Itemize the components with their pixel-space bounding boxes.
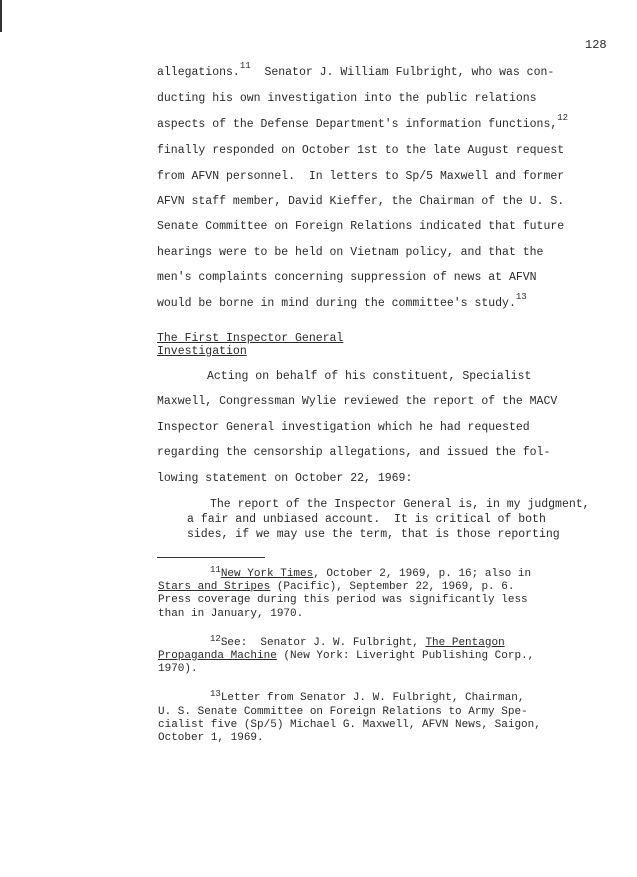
text-line: Senate Committee on Foreign Relations indicated that future — [157, 220, 565, 234]
page-number: 128 — [585, 38, 607, 52]
text-line: Inspector General investigation which he had requested — [157, 420, 530, 434]
footnote-ref-11: 11 — [239, 61, 251, 71]
text-line: regarding the censorship allegations, and issued the fol- — [157, 446, 551, 460]
text-line: would be borne in mind during the committee's study.$^{13}$ — [157, 291, 527, 310]
text-line: hearings were to be held on Vietnam policy, and that the — [157, 245, 544, 259]
footnote-ref-12: 12 — [557, 112, 569, 123]
footnote-ref-13: 13 — [515, 291, 527, 302]
section-heading: The First Inspector General Investigation — [157, 332, 344, 358]
text-line: Acting on behalf of his constituent, Specialist — [207, 370, 532, 383]
quote-line: The report of the Inspector General is, in my judgment, — [210, 498, 590, 511]
text-line: aspects of the Defense Department's information functions,$^{12}$ — [157, 112, 569, 131]
footnotes — [158, 565, 618, 761]
text-line: men's complaints concerning suppression of news at AFVN — [157, 271, 537, 285]
text-line: allegations.$^{11}$ Senator J. William Fulbright, who was con- — [157, 61, 555, 79]
quote-line: a fair and unbiased account. It is critical of both — [187, 513, 546, 526]
quote-line: sides, if we may use the term, that is those reporting — [187, 528, 560, 541]
paragraph-2 — [157, 364, 617, 491]
block-quote — [157, 497, 627, 542]
footnote-12: $^{12}$See: Senator J. W. Fulbright, The Pentagon Propaganda Machine (New York: Liveright Publishing Corp., 1970). — [158, 633, 535, 676]
paragraph-1 — [157, 60, 617, 317]
text-line: lowing statement on October 22, 1969: — [157, 471, 413, 485]
scan-edge-mark — [0, 0, 2, 32]
text-line: finally responded on October 1st to the late August request — [157, 144, 565, 158]
footnote-11: $^{11}$New York Times, October 2, 1969, p. 16; also in Stars and Stripes (Pacific), September 22, 1969, p. 6. Press coverage during this period was significantly less than in January, 1970. — [158, 565, 532, 620]
footnote-divider — [157, 557, 265, 558]
footnote-13: $^{13}$Letter from Senator J. W. Fulbright, Chairman, U. S. Senate Committee on Foreign Relations to Army Spe- cialist five (Sp/5) Michael G. Maxwell, AFVN News, Saigon, October 1, 1969. — [158, 689, 541, 745]
text-line: from AFVN personnel. In letters to Sp/5 Maxwell and former — [157, 169, 565, 183]
text-line: Maxwell, Congressman Wylie reviewed the report of the MACV — [157, 395, 558, 409]
text-line: AFVN staff member, David Kieffer, the Chairman of the U. S. — [157, 195, 565, 209]
text-line: ducting his own investigation into the public relations — [157, 92, 537, 106]
